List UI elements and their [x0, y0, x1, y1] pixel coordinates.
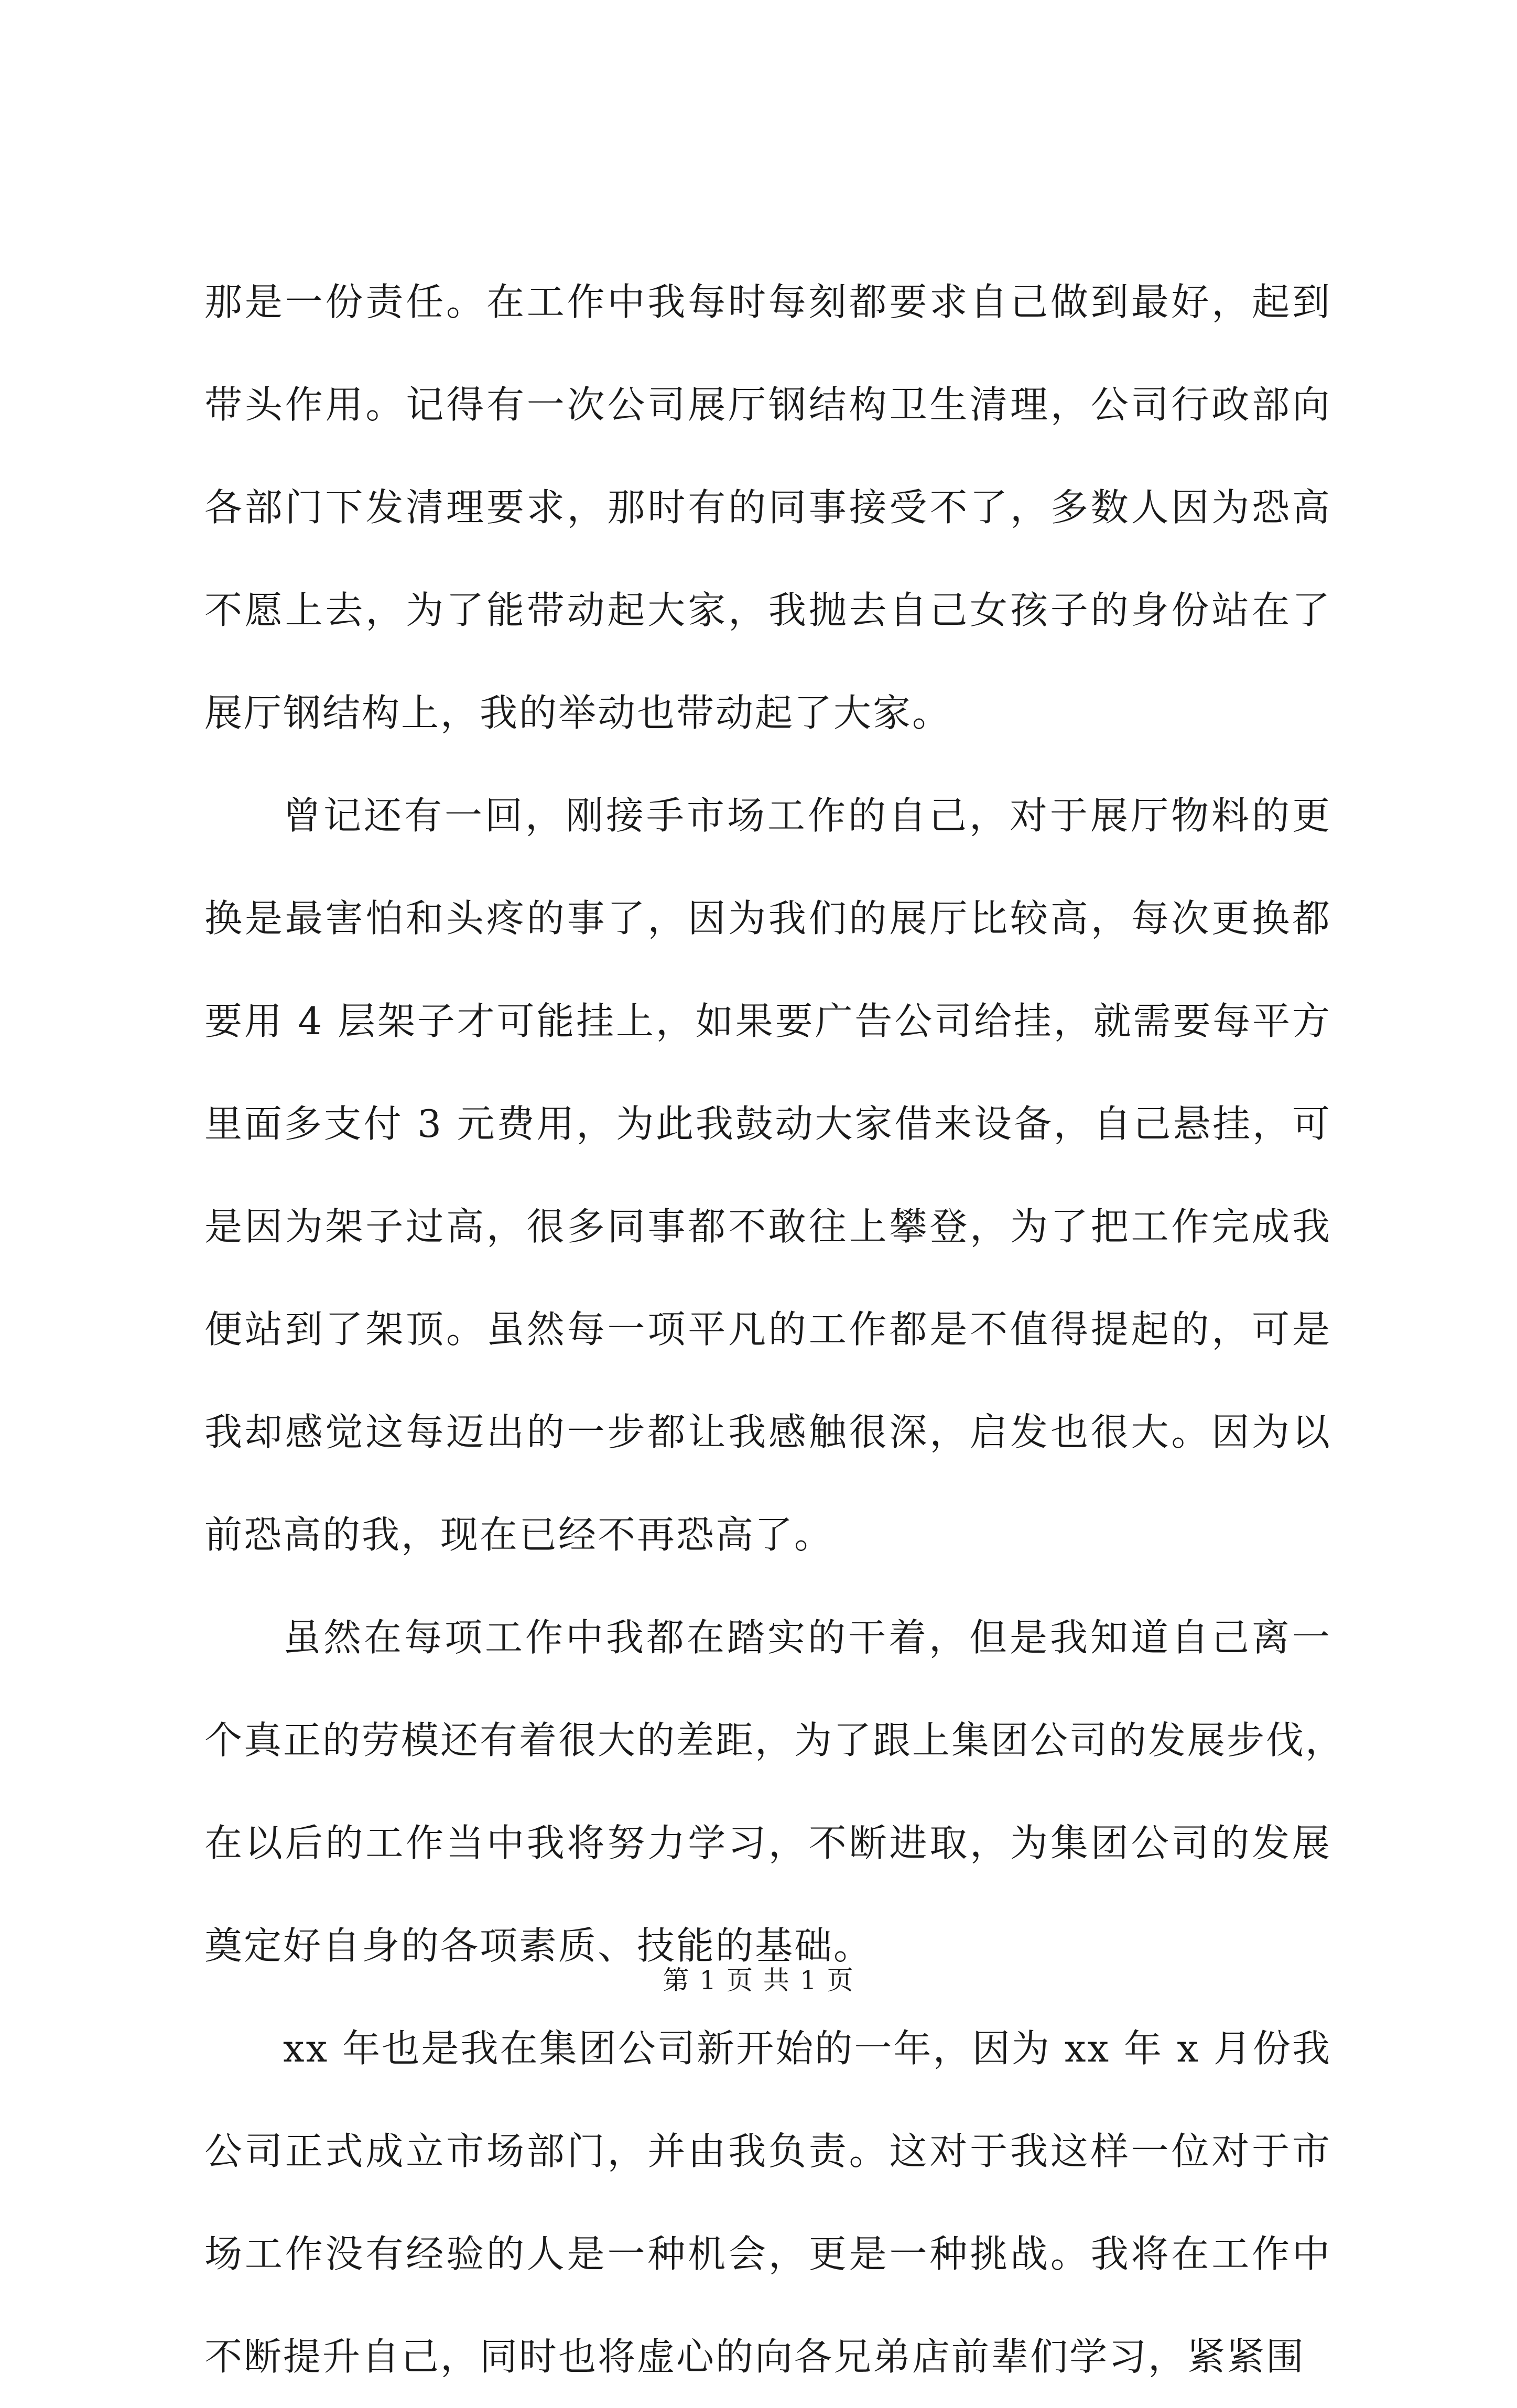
- paragraph-line: 各部门下发清理要求，那时有的同事接受不了，多数人因为恐高: [204, 485, 1331, 529]
- paragraph-line: 场工作没有经验的人是一种机会，更是一种挑战。我将在工作中: [204, 2232, 1331, 2276]
- paragraph-line: xx 年也是我在集团公司新开始的一年，因为 xx 年 x 月份我: [283, 2026, 1331, 2070]
- page-footer: 第 1 页 共 1 页: [663, 1965, 854, 1995]
- paragraph-line: 个真正的劳模还有着很大的差距，为了跟上集团公司的发展步伐，: [204, 1718, 1345, 1762]
- paragraph-line: 奠定好自身的各项素质、技能的基础。: [204, 1924, 873, 1968]
- paragraph-line: 不愿上去，为了能带动起大家，我抛去自己女孩子的身份站在了: [204, 588, 1331, 632]
- paragraph-line: 曾记还有一回，刚接手市场工作的自己，对于展厅物料的更: [283, 794, 1331, 838]
- paragraph-line: 里面多支付 3 元费用，为此我鼓动大家借来设备，自己悬挂，可: [204, 1102, 1331, 1146]
- paragraph-line: 前恐高的我，现在已经不再恐高了。: [204, 1513, 834, 1557]
- paragraph-line: 是因为架子过高，很多同事都不敢往上攀登，为了把工作完成我: [204, 1205, 1331, 1249]
- paragraph-line: 那是一份责任。在工作中我每时每刻都要求自己做到最好，起到: [204, 280, 1331, 324]
- paragraph-line: 展厅钢结构上，我的举动也带动起了大家。: [204, 691, 952, 735]
- paragraph-line: 公司正式成立市场部门，并由我负责。这对于我这样一位对于市: [204, 2129, 1331, 2173]
- paragraph-line: 换是最害怕和头疼的事了，因为我们的展厅比较高，每次更换都: [204, 896, 1331, 940]
- paragraph-line: 不断提升自己，同时也将虚心的向各兄弟店前辈们学习，紧紧围: [204, 2335, 1306, 2379]
- paragraph-line: 在以后的工作当中我将努力学习，不断进取，为集团公司的发展: [204, 1821, 1331, 1865]
- paragraph-line: 带头作用。记得有一次公司展厅钢结构卫生清理，公司行政部向: [204, 383, 1331, 427]
- paragraph-line: 便站到了架顶。虽然每一项平凡的工作都是不值得提起的，可是: [204, 1307, 1331, 1351]
- paragraph-line: 要用 4 层架子才可能挂上，如果要广告公司给挂，就需要每平方: [204, 999, 1331, 1043]
- document-body: [204, 251, 1345, 2408]
- paragraph-line: 虽然在每项工作中我都在踏实的干着，但是我知道自己离一: [283, 1615, 1331, 1659]
- paragraph-line: 我却感觉这每迈出的一步都让我感触很深，启发也很大。因为以: [204, 1410, 1331, 1454]
